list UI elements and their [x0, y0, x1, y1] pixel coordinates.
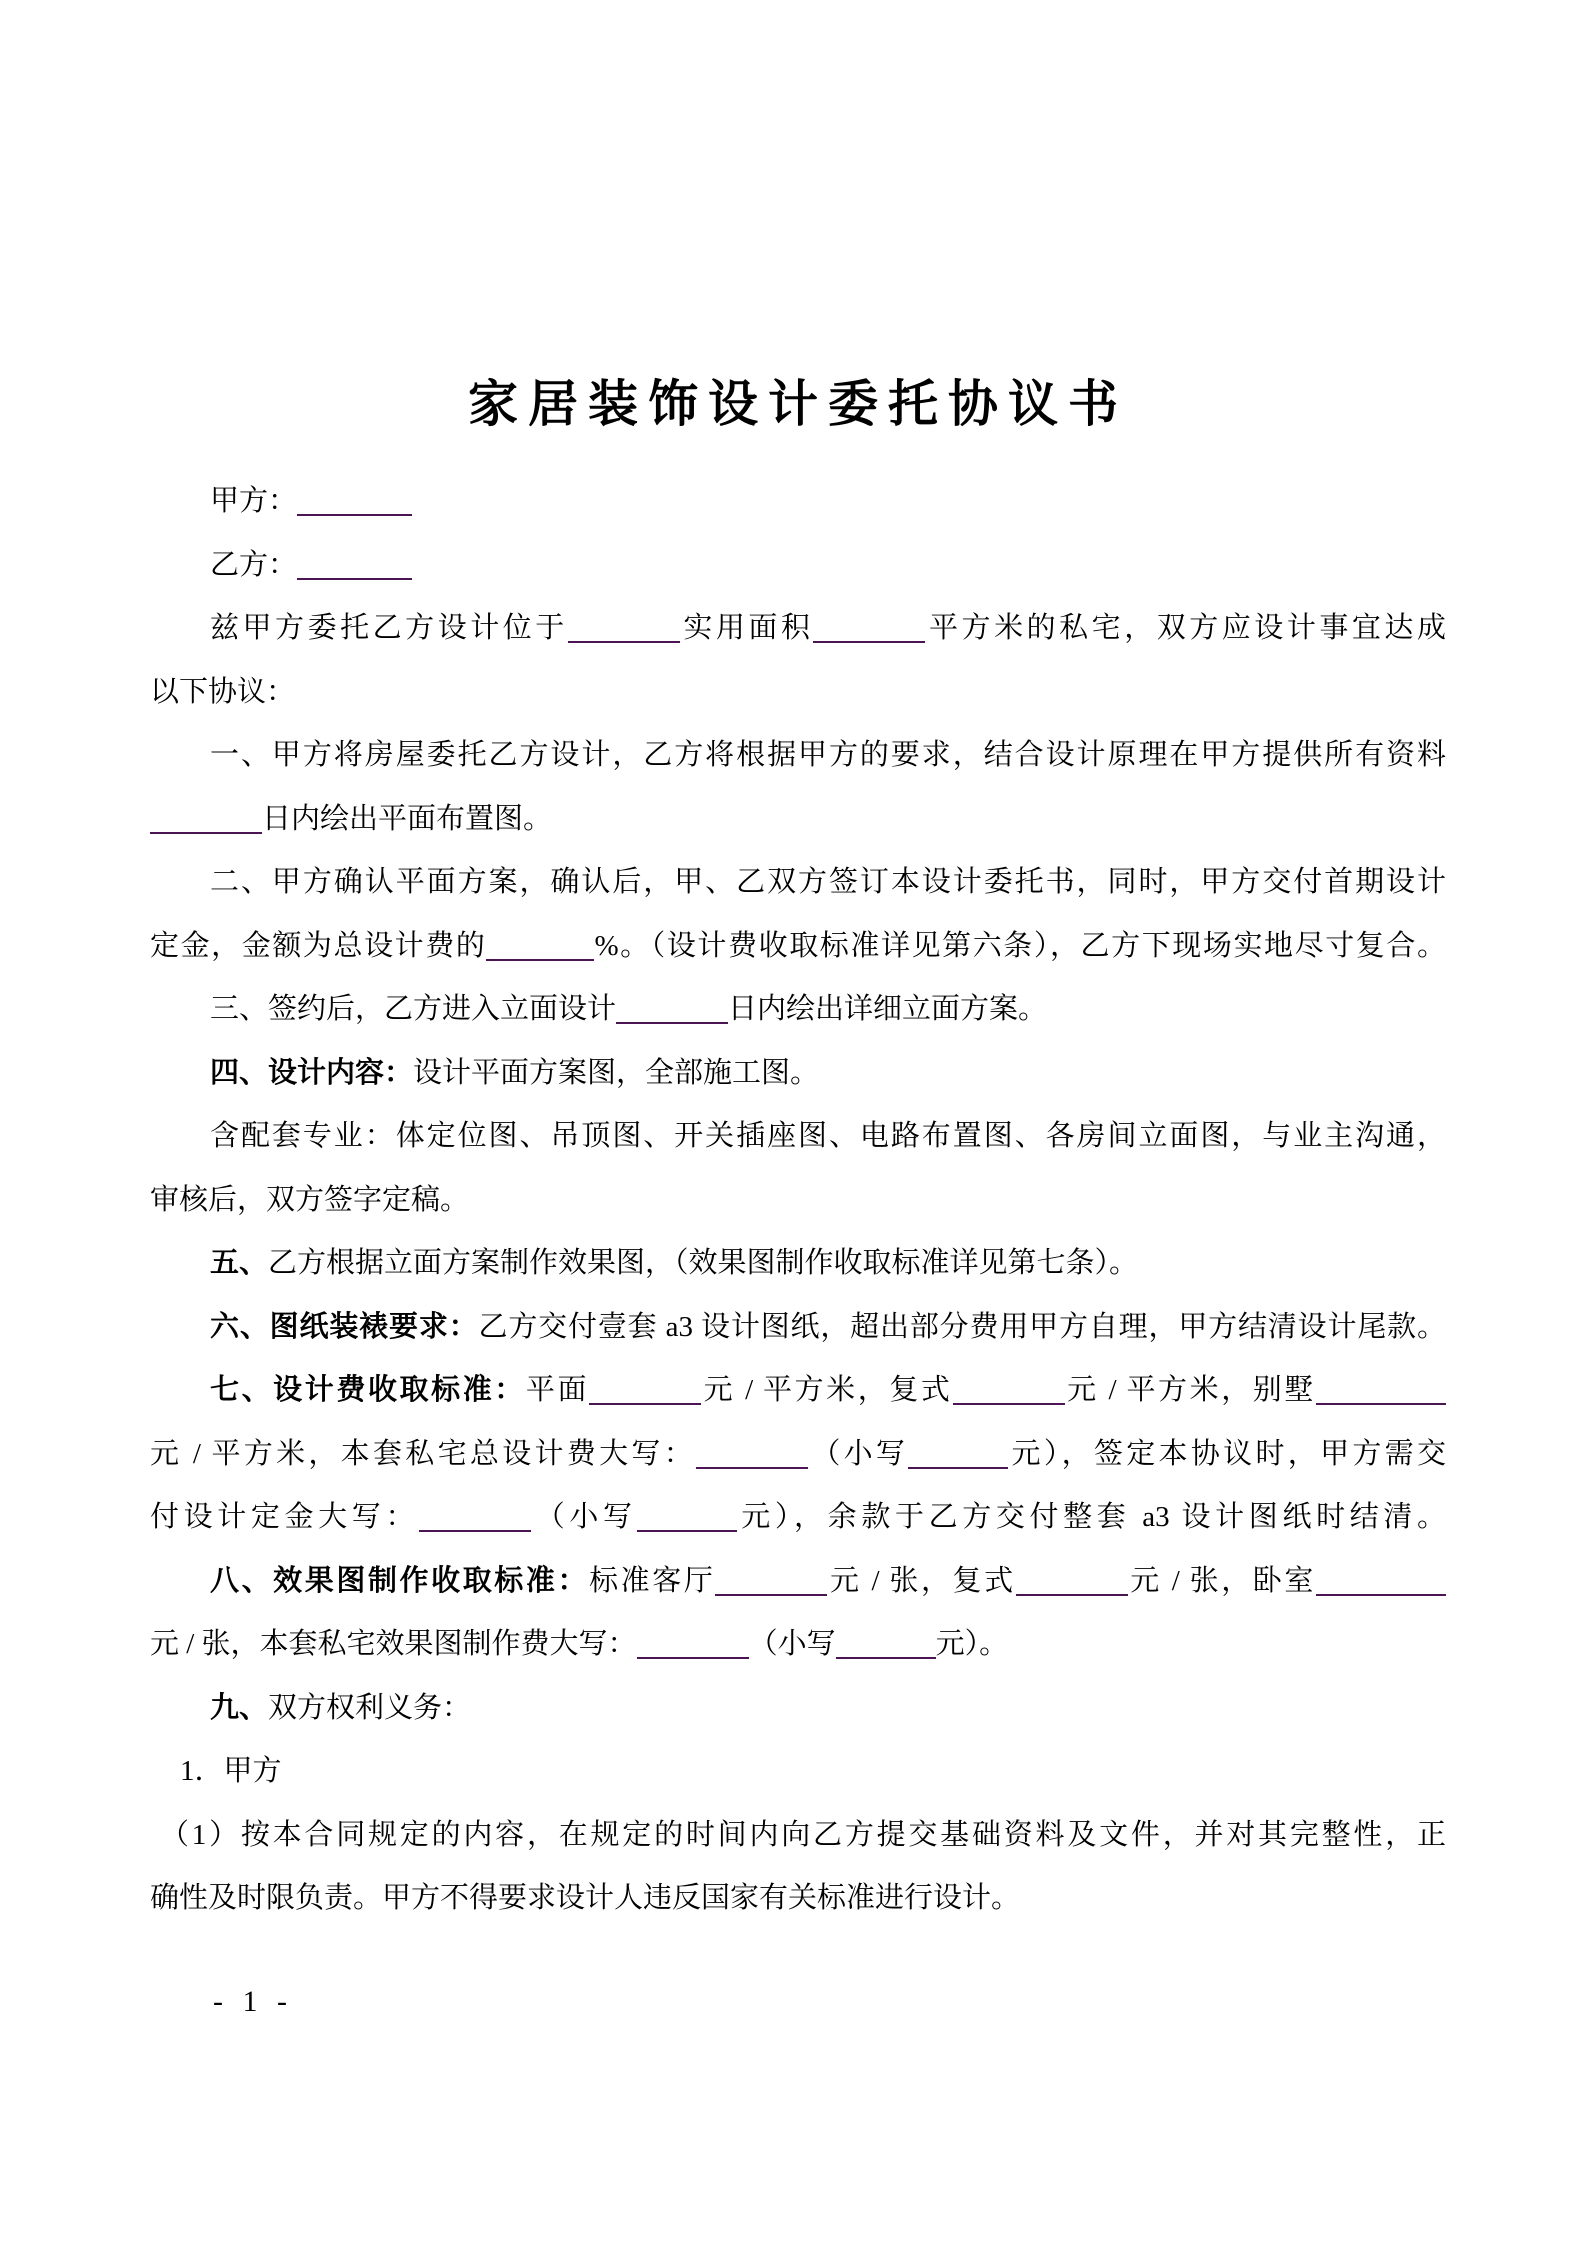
doc-line — [150, 724, 1446, 788]
text-segment: 三、签约后，乙方进入立面设计 — [210, 993, 617, 1025]
fill-in-blank[interactable] — [486, 929, 594, 961]
fill-in-blank[interactable] — [637, 1500, 737, 1532]
text-segment: （1）按本合同规定的内容，在规定的时间内向乙方提交基础资料及文件，并对其完整性，正 — [160, 1818, 1446, 1851]
text-segment: 七、设计费收取标准： — [210, 1374, 526, 1406]
doc-line — [150, 1169, 1446, 1233]
document-body — [150, 470, 1446, 1931]
doc-line — [150, 851, 1446, 915]
doc-line — [150, 1804, 1446, 1868]
doc-line — [150, 1740, 1446, 1804]
text-segment: 实用面积 — [679, 612, 814, 644]
doc-line — [150, 788, 1446, 852]
text-segment: %。（设计费收取标准详见第六条），乙方下现场实地尽寸复合。 — [594, 929, 1446, 962]
text-segment: 双方权利义务： — [268, 1691, 472, 1724]
text-segment: 八、效果图制作收取标准： — [210, 1564, 590, 1597]
fill-in-blank[interactable] — [1016, 1564, 1128, 1596]
text-segment: 平方米的私宅，双方应设计事宜达成 — [925, 612, 1446, 644]
fill-in-blank[interactable] — [953, 1373, 1065, 1405]
text-segment: 1．甲方 — [180, 1755, 282, 1787]
doc-line — [150, 1550, 1446, 1614]
doc-line — [150, 597, 1446, 661]
text-segment: 审核后，双方签字定稿。 — [150, 1183, 470, 1216]
doc-line — [150, 1423, 1446, 1487]
doc-line — [150, 534, 1446, 598]
text-segment: 元 / 张，本套私宅效果图制作费大写： — [150, 1628, 637, 1660]
text-segment: （小写 — [531, 1501, 637, 1533]
doc-line — [150, 1613, 1446, 1677]
text-segment: 四、设计内容： — [210, 1056, 414, 1089]
fill-in-blank[interactable] — [297, 548, 412, 580]
fill-in-blank[interactable] — [836, 1627, 936, 1659]
doc-line — [150, 915, 1446, 979]
doc-line — [150, 1232, 1446, 1296]
text-segment: 标准客厅 — [589, 1564, 716, 1597]
doc-line — [150, 1105, 1446, 1169]
document-title: 家居装饰设计委托协议书 — [468, 375, 1128, 432]
text-segment: 乙方根据立面方案制作效果图，（效果图制作收取标准详见第七条）。 — [268, 1247, 1139, 1279]
text-segment: 元）。 — [935, 1628, 1009, 1660]
text-segment: 六、图纸装裱要求： — [210, 1310, 479, 1343]
doc-line — [150, 661, 1446, 725]
text-segment: 元），余款于乙方交付整套 a3 设计图纸时结清。 — [736, 1501, 1446, 1533]
text-segment: 元 / 平方米，本套私宅总设计费大写： — [150, 1437, 697, 1470]
doc-line — [150, 1677, 1446, 1741]
text-segment: 五、 — [210, 1247, 269, 1279]
text-segment: 日内绘出平面布置图。 — [262, 802, 553, 835]
text-segment: 含配套专业：体定位图、吊顶图、开关插座图、电路布置图、各房间立面图，与业主沟通， — [210, 1120, 1446, 1152]
text-segment: （小写 — [808, 1437, 909, 1470]
text-segment: 一、甲方将房屋委托乙方设计，乙方将根据甲方的要求，结合设计原理在甲方提供所有资料 — [210, 739, 1446, 771]
text-segment: 元），签定本协议时，甲方需交 — [1008, 1437, 1446, 1470]
doc-line — [150, 978, 1446, 1042]
doc-line — [150, 1296, 1446, 1360]
fill-in-blank[interactable] — [616, 992, 728, 1024]
text-segment: 元 / 平方米，复式 — [701, 1374, 953, 1406]
fill-in-blank[interactable] — [696, 1437, 808, 1469]
fill-in-blank[interactable] — [419, 1500, 531, 1532]
text-segment: 乙方： — [210, 548, 298, 581]
text-segment: 乙方交付壹套 a3 设计图纸，超出部分费用甲方自理，甲方结清设计尾款。 — [478, 1310, 1446, 1343]
text-segment: 元 / 张，复式 — [827, 1564, 1016, 1597]
text-segment: 九、 — [210, 1691, 269, 1724]
text-segment: 平面 — [525, 1374, 590, 1406]
fill-in-blank[interactable] — [908, 1437, 1008, 1469]
fill-in-blank[interactable] — [1316, 1373, 1446, 1405]
text-segment: （小写 — [748, 1628, 836, 1660]
fill-in-blank[interactable] — [589, 1373, 701, 1405]
doc-line — [150, 1486, 1446, 1550]
doc-line — [150, 1042, 1446, 1106]
text-segment: 元 / 张，卧室 — [1127, 1564, 1316, 1597]
text-segment: 甲方： — [210, 485, 298, 517]
doc-line — [150, 470, 1446, 534]
fill-in-blank[interactable] — [568, 611, 680, 643]
text-segment: 付设计定金大写： — [150, 1501, 420, 1533]
text-segment: 设计平面方案图，全部施工图。 — [413, 1056, 820, 1089]
fill-in-blank[interactable] — [813, 611, 925, 643]
text-segment: 以下协议： — [150, 675, 296, 708]
fill-in-blank[interactable] — [1316, 1564, 1446, 1596]
text-segment: 确性及时限负责。甲方不得要求设计人违反国家有关标准进行设计。 — [150, 1882, 1021, 1914]
page-number: - 1 - — [213, 1985, 293, 2018]
fill-in-blank[interactable] — [715, 1564, 827, 1596]
text-segment: 兹甲方委托乙方设计位于 — [210, 612, 568, 644]
fill-in-blank[interactable] — [297, 484, 412, 516]
text-segment: 元 / 平方米，别墅 — [1064, 1374, 1316, 1406]
text-segment: 二、甲方确认平面方案，确认后，甲、乙双方签订本设计委托书，同时，甲方交付首期设计 — [210, 866, 1446, 898]
doc-line — [150, 1867, 1446, 1931]
fill-in-blank[interactable] — [637, 1627, 749, 1659]
text-segment: 定金，金额为总设计费的 — [150, 929, 487, 962]
text-segment: 日内绘出详细立面方案。 — [728, 993, 1048, 1025]
doc-line — [150, 1359, 1446, 1423]
fill-in-blank[interactable] — [150, 802, 262, 834]
